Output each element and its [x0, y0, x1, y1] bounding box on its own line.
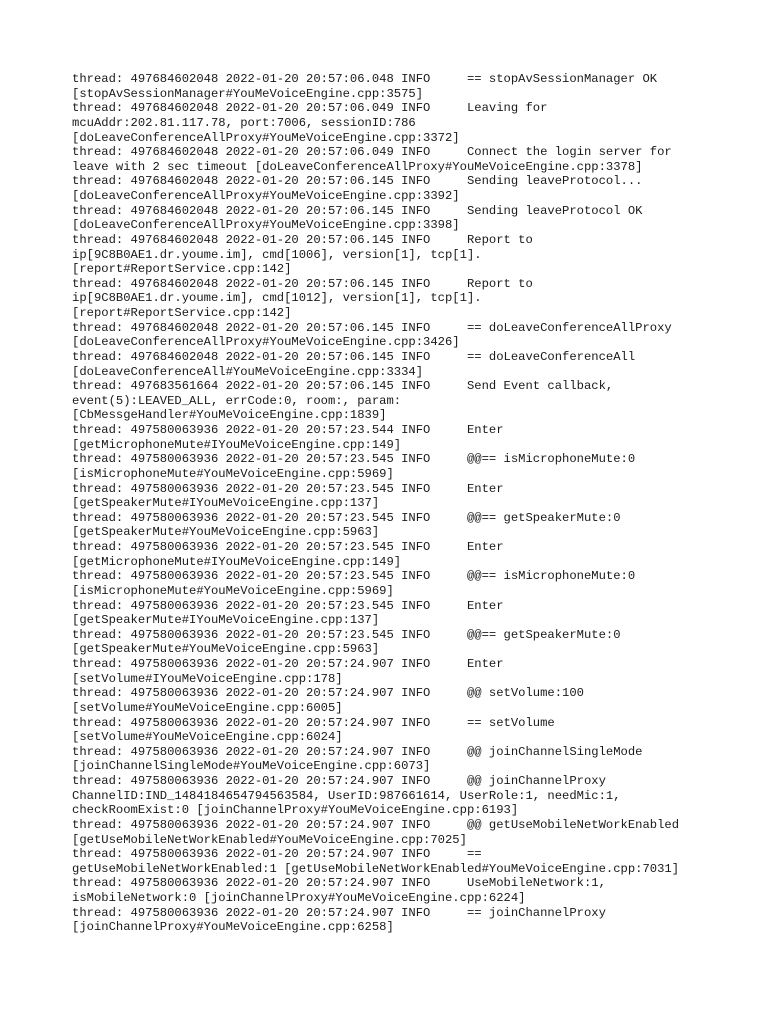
log-line: getUseMobileNetWorkEnabled:1 [getUseMobileNetWorkEnabled#YouMeVoiceEngine.cpp:7031]	[72, 861, 680, 876]
log-line: thread: 497580063936 2022-01-20 20:57:24.907 INFO ==	[72, 847, 482, 862]
log-line: thread: 497684602048 2022-01-20 20:57:06.145 INFO == doLeaveConferenceAll	[72, 349, 636, 364]
log-line: thread: 497580063936 2022-01-20 20:57:24.907 INFO == setVolume	[72, 715, 555, 730]
log-line: [report#ReportService.cpp:142]	[72, 306, 292, 320]
log-line: thread: 497580063936 2022-01-20 20:57:23.545 INFO @@== getSpeakerMute:0	[72, 510, 621, 525]
log-line: thread: 497684602048 2022-01-20 20:57:06.145 INFO Report to	[72, 232, 533, 247]
log-line: [setVolume#YouMeVoiceEngine.cpp:6024]	[72, 730, 343, 745]
log-line: [setVolume#YouMeVoiceEngine.cpp:6005]	[72, 700, 343, 715]
log-line: thread: 497580063936 2022-01-20 20:57:24.907 INFO UseMobileNetwork:1,	[72, 876, 606, 891]
log-line: mcuAddr:202.81.117.78, port:7006, sessionID:786	[72, 115, 416, 130]
log-document	[72, 72, 712, 935]
log-line: [joinChannelSingleMode#YouMeVoiceEngine.cpp:6073]	[72, 759, 431, 774]
log-line: thread: 497580063936 2022-01-20 20:57:23.545 INFO @@== isMicrophoneMute:0	[72, 452, 636, 467]
log-line: ChannelID:IND_1484184654794563584, UserID:987661614, UserRole:1, needMic:1,	[72, 788, 621, 803]
log-line: event(5):LEAVED_ALL, errCode:0, room:, param:	[72, 393, 402, 408]
log-line: [doLeaveConferenceAllProxy#YouMeVoiceEngine.cpp:3372]	[72, 130, 460, 145]
log-line: ip[9C8B0AE1.dr.youme.im], cmd[1012], version[1], tcp[1].	[72, 291, 482, 306]
log-line: thread: 497684602048 2022-01-20 20:57:06.048 INFO == stopAvSessionManager OK	[72, 72, 658, 86]
log-line: leave with 2 sec timeout [doLeaveConferenceAllProxy#YouMeVoiceEngine.cpp:3378]	[72, 159, 643, 174]
log-line: [joinChannelProxy#YouMeVoiceEngine.cpp:6258]	[72, 920, 394, 935]
log-line: isMobileNetwork:0 [joinChannelProxy#YouMeVoiceEngine.cpp:6224]	[72, 891, 526, 905]
log-line: thread: 497683561664 2022-01-20 20:57:06.145 INFO Send Event callback,	[72, 379, 614, 394]
log-line: thread: 497684602048 2022-01-20 20:57:06.145 INFO Sending leaveProtocol OK	[72, 203, 643, 218]
log-line: thread: 497580063936 2022-01-20 20:57:23.545 INFO @@== isMicrophoneMute:0	[72, 569, 636, 584]
log-line: [getMicrophoneMute#IYouMeVoiceEngine.cpp:149]	[72, 437, 402, 452]
log-line: ip[9C8B0AE1.dr.youme.im], cmd[1006], version[1], tcp[1].	[72, 247, 482, 262]
log-line: [setVolume#IYouMeVoiceEngine.cpp:178]	[72, 671, 343, 686]
log-line: thread: 497684602048 2022-01-20 20:57:06.049 INFO Connect the login server for	[72, 145, 672, 160]
log-line: [CbMessgeHandler#YouMeVoiceEngine.cpp:1839]	[72, 408, 387, 423]
log-line: thread: 497580063936 2022-01-20 20:57:23.545 INFO Enter	[72, 481, 504, 496]
log-line: thread: 497580063936 2022-01-20 20:57:24.907 INFO Enter	[72, 657, 504, 671]
log-line: [report#ReportService.cpp:142]	[72, 262, 292, 277]
log-line: thread: 497580063936 2022-01-20 20:57:23.544 INFO Enter	[72, 423, 504, 437]
log-line: [getUseMobileNetWorkEnabled#YouMeVoiceEngine.cpp:7025]	[72, 832, 467, 847]
log-line: [getSpeakerMute#YouMeVoiceEngine.cpp:5963]	[72, 525, 380, 540]
log-line: thread: 497580063936 2022-01-20 20:57:24.907 INFO @@ setVolume:100	[72, 686, 584, 701]
log-line: [getSpeakerMute#IYouMeVoiceEngine.cpp:137]	[72, 613, 380, 628]
log-line: thread: 497580063936 2022-01-20 20:57:24.907 INFO @@ getUseMobileNetWorkEnabled	[72, 817, 680, 832]
log-line: thread: 497580063936 2022-01-20 20:57:23.545 INFO Enter	[72, 540, 504, 554]
log-line: thread: 497684602048 2022-01-20 20:57:06.145 INFO == doLeaveConferenceAllProxy	[72, 320, 672, 335]
log-line: thread: 497580063936 2022-01-20 20:57:23.545 INFO @@== getSpeakerMute:0	[72, 627, 621, 642]
log-line: [doLeaveConferenceAllProxy#YouMeVoiceEngine.cpp:3426]	[72, 335, 460, 350]
log-line: thread: 497580063936 2022-01-20 20:57:24.907 INFO == joinChannelProxy	[72, 905, 606, 920]
log-line: [isMicrophoneMute#YouMeVoiceEngine.cpp:5969]	[72, 466, 394, 481]
log-line: thread: 497684602048 2022-01-20 20:57:06.049 INFO Leaving for	[72, 101, 548, 116]
log-line: thread: 497684602048 2022-01-20 20:57:06.145 INFO Report to	[72, 276, 533, 291]
log-line: checkRoomExist:0 [joinChannelProxy#YouMeVoiceEngine.cpp:6193]	[72, 803, 519, 818]
log-line: [isMicrophoneMute#YouMeVoiceEngine.cpp:5969]	[72, 583, 394, 598]
log-line: thread: 497580063936 2022-01-20 20:57:24.907 INFO @@ joinChannelProxy	[72, 774, 606, 788]
log-line: [doLeaveConferenceAllProxy#YouMeVoiceEngine.cpp:3392]	[72, 189, 460, 203]
log-line: [stopAvSessionManager#YouMeVoiceEngine.cpp:3575]	[72, 86, 424, 101]
log-line: thread: 497580063936 2022-01-20 20:57:23.545 INFO Enter	[72, 598, 504, 613]
log-line: thread: 497580063936 2022-01-20 20:57:24.907 INFO @@ joinChannelSingleMode	[72, 744, 643, 759]
log-line: [doLeaveConferenceAllProxy#YouMeVoiceEngine.cpp:3398]	[72, 218, 460, 233]
log-line: [getSpeakerMute#IYouMeVoiceEngine.cpp:137]	[72, 496, 380, 511]
log-line: [doLeaveConferenceAll#YouMeVoiceEngine.cpp:3334]	[72, 364, 424, 379]
log-line: [getSpeakerMute#YouMeVoiceEngine.cpp:5963]	[72, 642, 380, 657]
log-line: [getMicrophoneMute#IYouMeVoiceEngine.cpp:149]	[72, 554, 402, 569]
log-line: thread: 497684602048 2022-01-20 20:57:06.145 INFO Sending leaveProtocol...	[72, 174, 643, 189]
